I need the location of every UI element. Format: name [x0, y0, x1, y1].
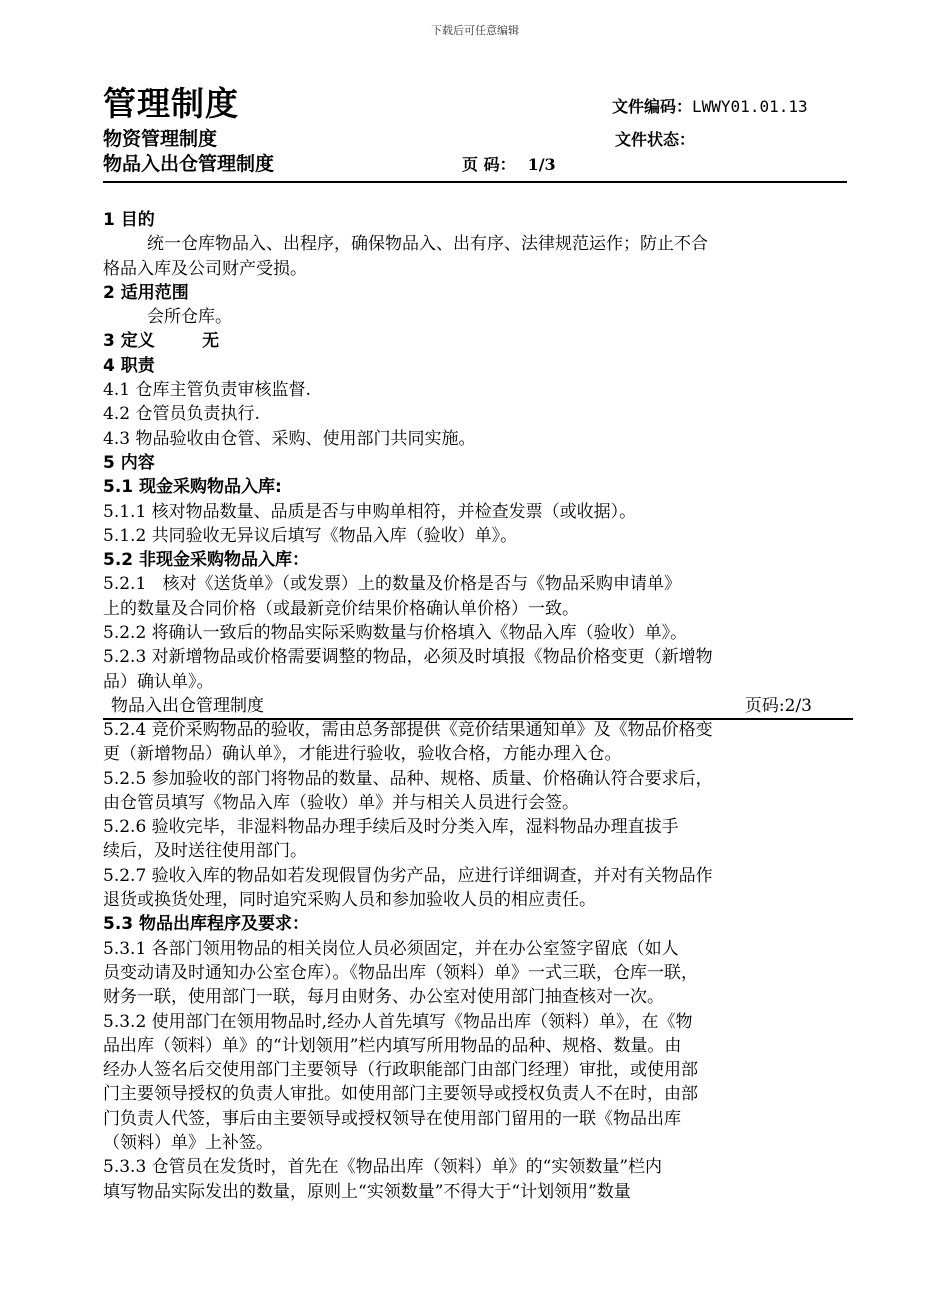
document-body: [103, 208, 853, 1204]
body-line: 4.3 物品验收由仓管、采购、使用部门共同实施。: [103, 428, 476, 449]
file-code-value: LWWY01.01.13: [692, 97, 808, 116]
body-line: 更（新增物品）确认单》，才能进行验收，验收合格，方能办理入仓。: [103, 744, 622, 765]
body-line: 5.2.7 验收入库的物品如若发现假冒伪劣产品，应进行详细调查，并对有关物品作: [103, 865, 713, 886]
body-line: 员变动请及时通知办公室仓库）。《物品出库（领料）单》一式三联，仓库一联，: [103, 962, 698, 983]
body-line: 由仓管员填写《物品入库（验收）单》并与相关人员进行会签。: [103, 792, 579, 813]
body-line: 格品入库及公司财产受损。: [103, 258, 307, 279]
body-line: 4.1 仓库主管负责审核监督.: [103, 380, 311, 401]
body-line: 5.2.4 竞价采购物品的验收，需由总务部提供《竞价结果通知单》及《物品价格变: [103, 719, 713, 740]
file-code-label: 文件编码：: [612, 97, 693, 116]
body-line: 品）确认单》。: [103, 671, 214, 692]
body-line: 5.1.2 共同验收无异议后填写《物品入库（验收）单》。: [103, 525, 518, 546]
section-heading: 4 职责: [103, 355, 155, 376]
body-line: 5.2.1 核对《送货单》（或发票）上的数量及价格是否与《物品采购申请单》: [103, 574, 681, 595]
regulation-title: 物品入出仓管理制度: [103, 153, 275, 175]
page-break-line: [103, 718, 853, 720]
body-line: 填写物品实际发出的数量，原则上“实领数量”不得大于“计划领用”数量: [103, 1181, 631, 1202]
body-line: 5.3.3 仓管员在发货时，首先在《物品出库（领料）单》的“实领数量”栏内: [103, 1157, 663, 1178]
body-line: 上的数量及合同价格（或最新竞价结果价格确认单价格）一致。: [103, 598, 579, 619]
body-line: 品出库（领料）单》的“计划领用”栏内填写所用物品的品种、规格、数量。由: [103, 1035, 682, 1056]
body-line: 5.2.2 将确认一致后的物品实际采购数量与价格填入《物品入库（验收）单》。: [103, 623, 688, 644]
body-line: 5.3.2 使用部门在领用物品时,经办人首先填写《物品出库（领料）单》，在《物: [103, 1011, 693, 1032]
body-line: 会所仓库。: [147, 307, 232, 328]
body-line: 门负责人代签，事后由主要领导或授权领导在使用部门留用的一联《物品出库: [103, 1108, 681, 1129]
body-line: 门主要领导授权的负责人审批。如使用部门主要领导或授权负责人不在时，由部: [103, 1084, 698, 1105]
body-line: 5.3.1 各部门领用物品的相关岗位人员必须固定，并在办公室签字留底（如人: [103, 938, 679, 959]
section-heading: 1 目的: [103, 210, 155, 230]
subsection-heading: 5.2 非现金采购物品入库：: [103, 550, 310, 571]
body-line: 经办人签名后交使用部门主要领导（行政职能部门由部门经理）审批，或使用部: [103, 1060, 698, 1081]
body-line: 5.2.6 验收完毕，非湿料物品办理手续后及时分类入库，湿料物品办理直拔手: [103, 817, 679, 838]
section-heading: 5 内容: [103, 452, 155, 473]
body-line: 5.1.1 核对物品数量、品质是否与申购单相符，并检查发票（或收据）。: [103, 501, 637, 522]
page-value: 1/3: [527, 155, 556, 174]
file-status-label: 文件状态：: [615, 130, 696, 149]
body-line: 4.2 仓管员负责执行.: [103, 404, 260, 425]
page-two-header: [103, 694, 853, 718]
body-line: 退货或换货处理，同时追究采购人员和参加验收人员的相应责任。: [103, 890, 596, 911]
watermark-text: 下载后可任意编辑: [431, 24, 519, 37]
subsection-heading: 5.3 物品出库程序及要求：: [103, 914, 310, 935]
page-label: 页 码：: [462, 155, 516, 174]
file-code: [612, 94, 808, 117]
body-line: 财务一联，使用部门一联，每月由财务、办公室对使用部门抽查核对一次。: [103, 987, 664, 1008]
category-title: 物资管理制度: [103, 128, 218, 150]
page-number: [462, 152, 556, 175]
section-heading: 2 适用范围: [103, 282, 189, 303]
subsection-heading: 5.1 现金采购物品入库:: [103, 477, 282, 498]
page-two-title: 物品入出仓管理制度: [111, 695, 264, 716]
body-line: 续后，及时送往使用部门。: [103, 841, 307, 862]
section-heading: 3 定义 无: [103, 331, 220, 352]
header-divider: [103, 181, 847, 183]
body-line: （领料）单》上补签。: [103, 1132, 273, 1153]
body-line: 统一仓库物品入、出程序，确保物品入、出有序、法律规范运作；防止不合: [147, 234, 708, 255]
page-two-number: 页码:2/3: [744, 695, 812, 716]
document-title: 管理制度: [103, 84, 239, 123]
body-line: 5.2.3 对新增物品或价格需要调整的物品，必须及时填报《物品价格变更（新增物: [103, 647, 713, 668]
body-line: 5.2.5 参加验收的部门将物品的数量、品种、规格、质量、价格确认符合要求后，: [103, 768, 713, 789]
